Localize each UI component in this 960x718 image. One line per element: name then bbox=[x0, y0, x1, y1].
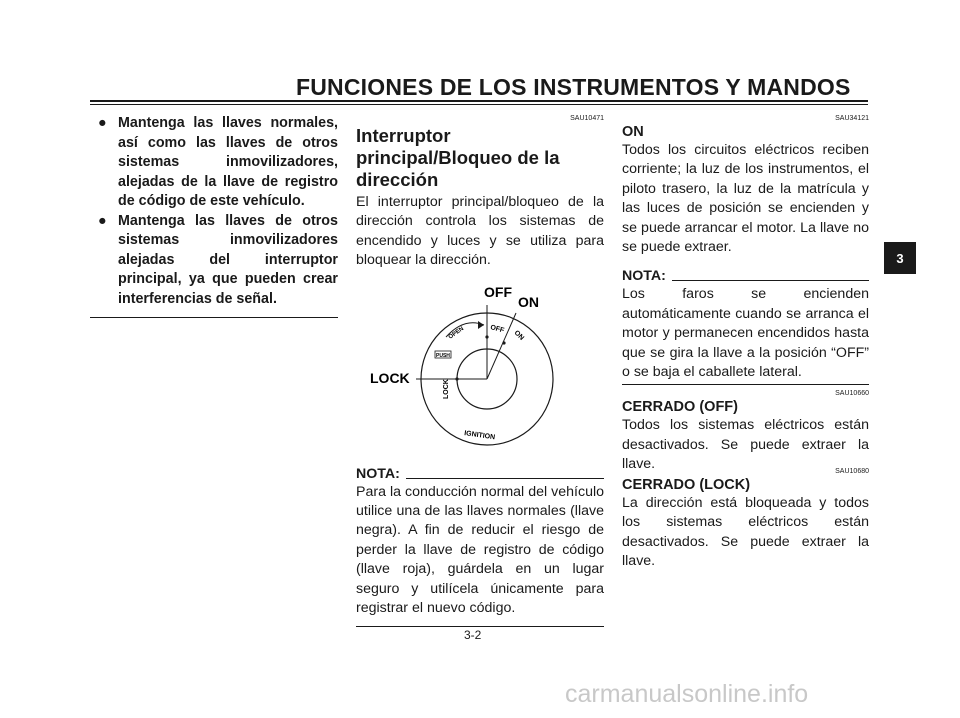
nota-text: Los faros se encienden automáticamente cuando se arranca el motor y permanecen encendidos hasta que se gira la llave a la posición “OFF” o se baja el caballete lateral. bbox=[622, 286, 869, 381]
on-dot bbox=[502, 341, 505, 344]
on-label: ON bbox=[518, 293, 539, 310]
ignition-switch-figure bbox=[356, 277, 604, 457]
nota-text: Para la conducción normal del vehículo utilice una de las llaves normales (llave negra). A fin de reducir el riesgo de perder la llave de registro de código (llave roja), guárdela en un lugar seguro y utilícela únicamente para registrar el nuevo código. bbox=[356, 483, 604, 617]
nota-row bbox=[622, 267, 869, 285]
page-header-title: FUNCIONES DE LOS INSTRUMENTOS Y MANDOS bbox=[296, 74, 851, 100]
nota-row bbox=[356, 465, 604, 483]
watermark: carmanualsonline.info bbox=[565, 680, 809, 708]
bullet-item bbox=[98, 212, 338, 310]
section-code: SAU34121 bbox=[835, 115, 869, 122]
chapter-tab: 3 bbox=[884, 242, 916, 274]
dial-open-text: OPEN bbox=[447, 325, 466, 341]
lock-label: LOCK bbox=[370, 369, 410, 386]
bullet-text: Mantenga las llaves normales, así como las llaves de otros sistemas inmovilizadores, alejadas de la llave de registro de código de este vehículo. bbox=[118, 115, 338, 209]
right-column bbox=[622, 114, 869, 571]
nota-rule bbox=[672, 280, 869, 281]
ignition-switch-diagram bbox=[356, 277, 604, 457]
lock-dot bbox=[455, 377, 458, 380]
on-pointer-line bbox=[487, 313, 516, 379]
on-heading: ON bbox=[622, 124, 644, 140]
middle-column bbox=[356, 114, 604, 627]
section-code: SAU10471 bbox=[570, 115, 604, 122]
on-text: Todos los circuitos eléctricos reciben corriente; la luz de los instrumentos, el piloto trasero, la luz de la matrícula y las luces de posición se encienden y se puede arrancar el motor. La llave no se puede extraer. bbox=[622, 142, 869, 256]
off-heading: CERRADO (OFF) bbox=[622, 399, 738, 416]
dial-lock-text: LOCK bbox=[443, 378, 450, 399]
off-text: Todos los sistemas eléctricos están desactivados. Se puede extraer la llave. bbox=[622, 417, 869, 473]
bullet-icon: ● bbox=[98, 212, 107, 229]
intro-paragraph: El interruptor principal/bloqueo de la dirección controla los sistemas de encendido y luces y se utiliza para bloquear la dirección. bbox=[356, 194, 604, 269]
left-column bbox=[98, 114, 338, 318]
section-heading: Interruptor principal/Bloqueo de la dirección bbox=[356, 125, 560, 190]
lock-text: La dirección está bloqueada y todos los sistemas eléctricos están desactivados. Se puede extraer la llave. bbox=[622, 494, 869, 569]
section-end-rule bbox=[90, 317, 338, 318]
bullet-text: Mantenga las llaves de otros sistemas inmovilizadores alejadas del interruptor principal, ya que pueden crear interferencias de señal. bbox=[118, 212, 338, 307]
header-rule bbox=[90, 100, 868, 102]
section-code: SAU10680 bbox=[835, 467, 869, 475]
header-rule-thin bbox=[90, 104, 868, 105]
lock-heading: CERRADO (LOCK) bbox=[622, 476, 751, 493]
nota-label: NOTA: bbox=[356, 465, 400, 482]
dial-ignition-text: IGNITION bbox=[463, 429, 496, 441]
bullet-icon: ● bbox=[98, 115, 107, 131]
nota-rule bbox=[406, 478, 604, 479]
dial-push-text: PUSH bbox=[436, 352, 450, 359]
dial-off-text: OFF bbox=[489, 323, 505, 335]
section-end-rule bbox=[622, 384, 869, 385]
bullet-item bbox=[98, 114, 338, 212]
dial-on-text: ON bbox=[512, 329, 525, 342]
section-code: SAU10660 bbox=[835, 390, 869, 398]
nota-label: NOTA: bbox=[622, 268, 666, 285]
page-number: 3-2 bbox=[464, 628, 482, 642]
off-dot bbox=[485, 335, 488, 338]
off-label: OFF bbox=[484, 283, 512, 300]
arrow-head bbox=[478, 321, 484, 329]
warning-bullet-list bbox=[98, 114, 338, 309]
